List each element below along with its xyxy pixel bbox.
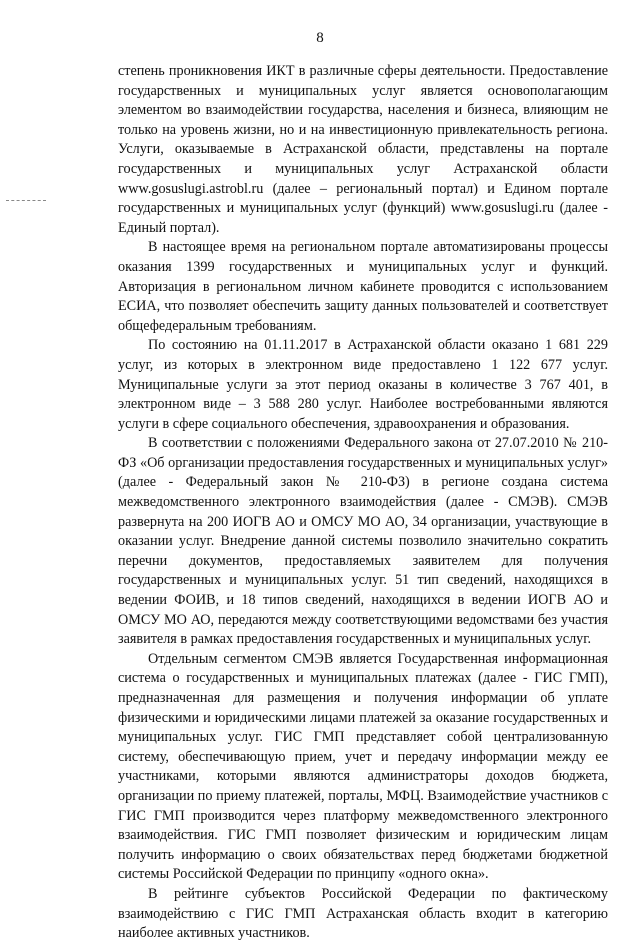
margin-mark xyxy=(6,200,46,201)
paragraph-2: В настоящее время на региональном портале автоматизированы процессы оказания 1399 государственных и муниципальных услуг и функций. Авторизация в региональном личном кабинете проводится с использованием ЕСИА, что позволяет обеспечить защиту данных пользователей и соответствует общефедеральным требованиям. xyxy=(118,239,608,334)
paragraph-6: В рейтинге субъектов Российской Федерации по фактическому взаимодействию с ГИС ГМП Астраханская область входит в категорию наиболее активных участников. xyxy=(118,885,608,942)
paragraph-3: По состоянию на 01.11.2017 в Астраханской области оказано 1 681 229 услуг, из которых в электронном виде предоставлено 1 122 677 услуг. Муниципальные услуги за этот период оказаны в количестве 3 767 401, в электронном виде – 3 588 280 услуг. Наиболее востребованными являются услуги в сфере социального обеспечения, здравоохранения и образования. xyxy=(118,337,608,432)
paragraph-4: В соответствии с положениями Федерального закона от 27.07.2010 № 210-ФЗ «Об организации предоставления государственных и муниципальных услуг» (далее - Федеральный закон № 210-ФЗ) в регионе создана система межведомственного электронного взаимодействия (далее - СМЭВ). СМЭВ развернута на 200 ИОГВ АО и ОМСУ МО АО, 34 организации, участвующие в оказании услуг. Внедрение данной системы позволило значительно сократить перечни документов, предоставляемых заявителем для получения государственных и муниципальных услуг. 51 тип сведений, находящихся в ведении ФОИВ, и 18 типов сведений, находящихся в ведении ИОГВ АО и ОМСУ МО АО, передаются между соответствующими ведомствами без участия заявителя в рамках предоставления государственных и муниципальных услуг. xyxy=(118,435,608,648)
paragraph-5: Отдельным сегментом СМЭВ является Государственная информационная система о государственных и муниципальных платежах (далее - ГИС ГМП), предназначенная для размещения и получения информации об уплате физическими и юридическими лицами платежей за оказание государственных и муниципальных услуг. ГИС ГМП представляет собой централизованную систему, обеспечивающую прием, учет и передачу информации между ее участниками, которыми являются администраторы доходов бюджета, организации по приему платежей, порталы, МФЦ. Взаимодействие участников с ГИС ГМП производится через платформу межведомственного электронного взаимодействия. ГИС ГМП позволяет физическим и юридическим лицам получить информацию о своих обязательствах перед бюджетами бюджетной системы Российской Федерации по принципу «одного окна». xyxy=(118,650,608,883)
document-body xyxy=(118,62,608,944)
paragraph-1: степень проникновения ИКТ в различные сферы деятельности. Предоставление государственных и муниципальных услуг является основополагающим элементом во взаимодействии государства, населения и бизнеса, влияющим не только на уровень жизни, но и на инвестиционную привлекательность региона. Услуги, оказываемые в Астраханской области, представлены на портале государственных и муниципальных услуг Астраханской области www.gosuslugi.astrobl.ru (далее – региональный портал) и Едином портале государственных и муниципальных услуг (функций) www.gosuslugi.ru (далее - Единый портал). xyxy=(118,63,608,236)
page-number: 8 xyxy=(316,30,324,46)
